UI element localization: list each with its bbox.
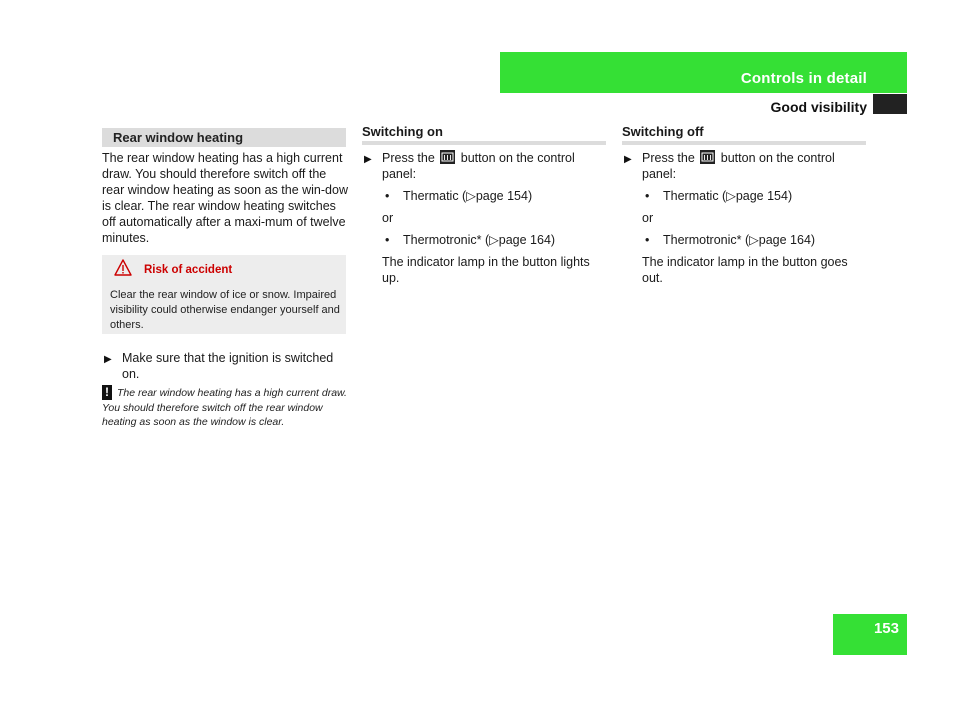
page-ref: page 154) <box>735 189 793 203</box>
switching-off-heading: Switching off <box>622 124 704 139</box>
option-thermotronic: • Thermotronic* (▷page 164) <box>385 233 556 247</box>
switching-off-steps <box>622 150 866 286</box>
or-text: or <box>382 211 394 225</box>
thumb-tab <box>873 94 907 114</box>
option-thermatic: • Thermatic (▷page 154) <box>645 189 793 203</box>
result-text: The indicator lamp in the button lights up. <box>382 255 590 285</box>
option-thermatic: • Thermatic (▷page 154) <box>385 189 533 203</box>
rear-window-heating-icon <box>700 150 715 164</box>
option-thermotronic: • Thermotronic* (▷page 164) <box>645 233 816 247</box>
switching-on-heading: Switching on <box>362 124 443 139</box>
ref-arrow-icon: ▷ <box>749 233 759 247</box>
warning-triangle-icon <box>114 259 132 277</box>
ref-arrow-icon: ▷ <box>466 189 476 203</box>
bullet: • <box>645 189 650 203</box>
result-text: The indicator lamp in the button goes out. <box>642 255 848 285</box>
instruction-step <box>102 350 350 382</box>
press-text-cont: button on the control panel: <box>382 151 575 181</box>
bullet: • <box>645 233 650 247</box>
or-text: or <box>642 211 654 225</box>
press-text-cont: button on the control panel: <box>642 151 835 181</box>
bullet: • <box>385 189 390 203</box>
switching-on-steps <box>362 150 606 286</box>
step-text: Make sure that the ignition is switched on. <box>122 351 334 381</box>
note-text: The rear window heating has a high current draw. You should therefore switch off the rear window heating as soon as the window is clear. <box>102 387 347 428</box>
bullet: • <box>385 233 390 247</box>
step-arrow-icon: ▶ <box>364 154 372 165</box>
intro-paragraph: The rear window heating has a high current draw. You should therefore switch off the rear window heating as soon as the win-dow is clear. The rear window heating switches off automatically after a maxi-mum of twelve minutes. <box>102 151 348 245</box>
press-text: Press the <box>642 151 695 165</box>
subsection-title: Good visibility <box>770 99 867 115</box>
page-ref: page 164) <box>758 233 816 247</box>
note-exclamation-icon: ! <box>102 385 112 400</box>
warning-title: Risk of accident <box>144 264 233 276</box>
heading-rule <box>622 141 866 145</box>
section-title: Controls in detail <box>740 70 867 87</box>
ref-arrow-icon: ▷ <box>489 233 499 247</box>
warning-text: Clear the rear window of ice or snow. Impaired visibility could otherwise endanger yourself and others. <box>110 289 340 331</box>
rear-window-heating-icon <box>440 150 455 164</box>
heading-rule <box>362 141 606 145</box>
section-heading: Rear window heating <box>113 130 244 145</box>
page-number: 153 <box>873 620 899 637</box>
step-arrow-icon: ▶ <box>624 154 632 165</box>
page-ref: page 154) <box>475 189 533 203</box>
press-text: Press the <box>382 151 435 165</box>
step-arrow-icon: ▶ <box>104 354 112 365</box>
ref-arrow-icon: ▷ <box>726 189 736 203</box>
page-ref: page 164) <box>498 233 556 247</box>
